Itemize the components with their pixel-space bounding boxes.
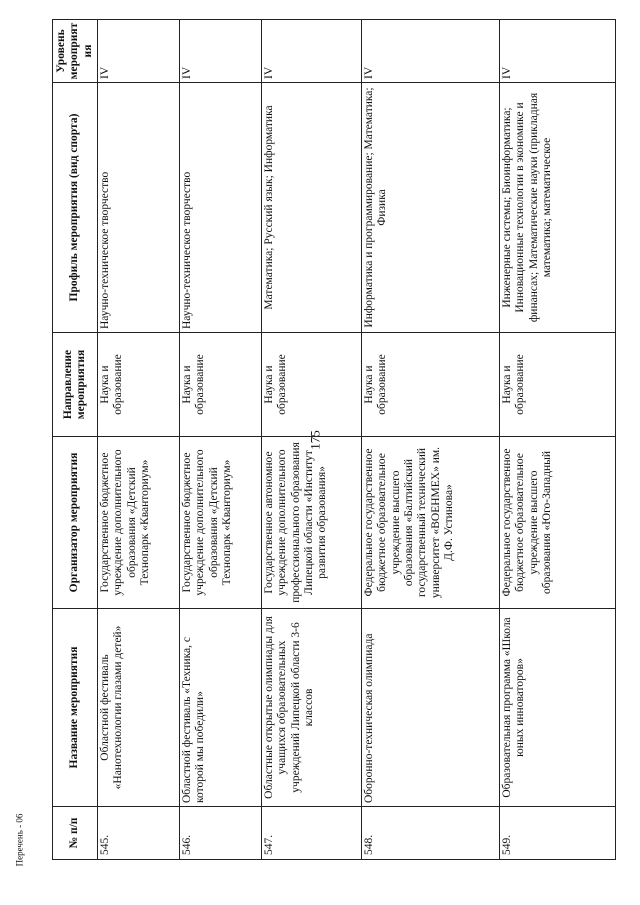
event-direction: Наука и образование — [98, 333, 180, 437]
event-level: IV — [98, 20, 180, 83]
row-number: 546. — [180, 807, 262, 860]
table-row — [262, 20, 362, 860]
event-name: Образовательная программа «Школа юных инноваторов» — [500, 609, 616, 807]
page-number: 175 — [307, 430, 323, 450]
table-header-row — [53, 20, 98, 860]
table-row — [500, 20, 616, 860]
event-organizer: Федеральное государственное бюджетное образовательное учреждение высшего образования «Балтийский государственный технический университет «ВОЕНМЕХ» им. Д.Ф. Устинова» — [362, 437, 500, 609]
event-level: IV — [262, 20, 362, 83]
event-organizer: Государственное автономное учреждение дополнительного профессионального образования Липецкой области «Институт развития образования» — [262, 437, 362, 609]
header-direction: Направление мероприятия — [53, 333, 98, 437]
header-number: № п/п — [53, 807, 98, 860]
event-organizer: Государственное бюджетное учреждение дополнительного образования «Детский Технопарк «Кванториум» — [98, 437, 180, 609]
table-row — [98, 20, 180, 860]
event-level: IV — [362, 20, 500, 83]
event-name: Областные открытые олимпиады для учащихся образовательных учреждений Липецкой области 3-6 классов — [262, 609, 362, 807]
event-level: IV — [500, 20, 616, 83]
event-direction: Наука и образование — [180, 333, 262, 437]
event-profile: Информатика и программирование; Математика; Физика — [362, 83, 500, 333]
table-row — [362, 20, 500, 860]
header-level: Уровень мероприятия — [53, 20, 98, 83]
event-level: IV — [180, 20, 262, 83]
header-organizer: Организатор мероприятия — [53, 437, 98, 609]
header-profile: Профиль мероприятия (вид спорта) — [53, 83, 98, 333]
event-organizer: Федеральное государственное бюджетное образовательное учреждение высшего образования «Юго-Западный — [500, 437, 616, 609]
event-profile: Научно-техническое творчество — [98, 83, 180, 333]
footer-note: Перечень - 06 — [14, 813, 25, 867]
event-organizer: Государственное бюджетное учреждение дополнительного образования «Детский Технопарк «Кванториум» — [180, 437, 262, 609]
event-profile: Инженерные системы; Биоинформатика; Инновационные технологии в экономике и финансах; Математические науки (прикладная математика; математическое — [500, 83, 616, 333]
event-direction: Наука и образование — [500, 333, 616, 437]
rotated-table-area — [52, 20, 616, 860]
event-direction: Наука и образование — [262, 333, 362, 437]
event-name: Областной фестиваль «Нанотехнологии глазами детей» — [98, 609, 180, 807]
row-number: 549. — [500, 807, 616, 860]
event-profile: Математика; Русский язык; Информатика — [262, 83, 362, 333]
row-number: 547. — [262, 807, 362, 860]
row-number: 545. — [98, 807, 180, 860]
events-table — [52, 19, 616, 860]
event-profile: Научно-техническое творчество — [180, 83, 262, 333]
event-direction: Наука и образование — [362, 333, 500, 437]
event-name: Областной фестиваль «Техника, с которой мы победили» — [180, 609, 262, 807]
row-number: 548. — [362, 807, 500, 860]
header-name: Название мероприятия — [53, 609, 98, 807]
table-row — [180, 20, 262, 860]
event-name: Оборонно-техническая олимпиада — [362, 609, 500, 807]
